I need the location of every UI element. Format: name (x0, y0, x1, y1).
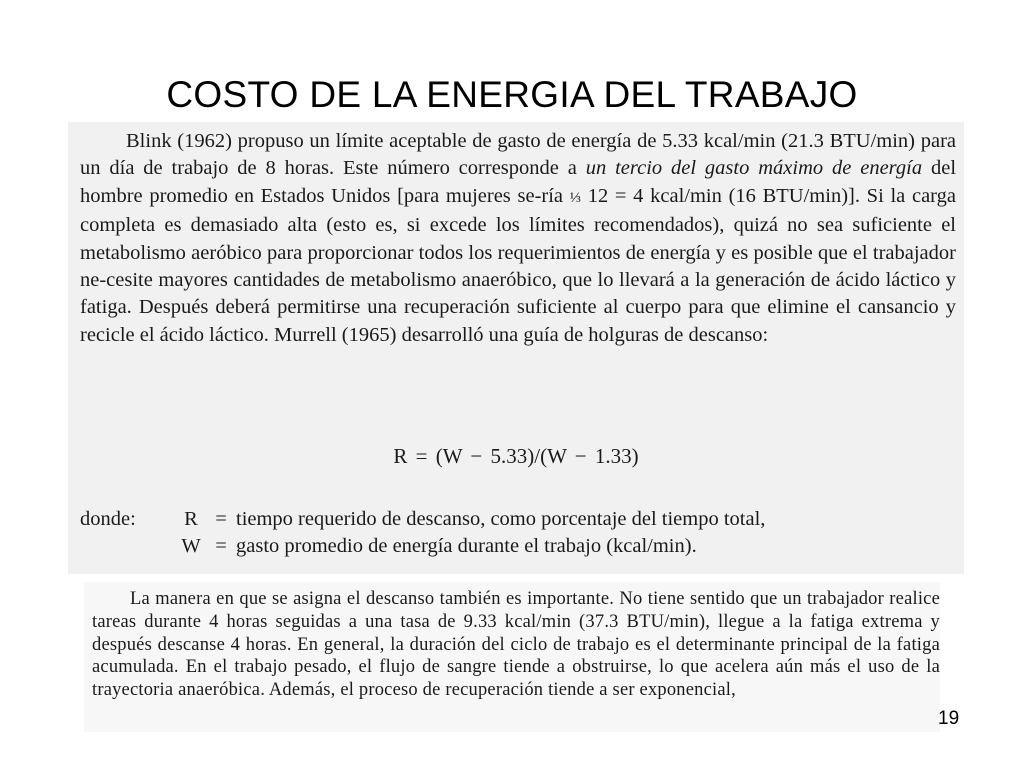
excerpt-paragraph (80, 128, 956, 349)
definition-text: tiempo requerido de descanso, como porcentaje del tiempo total, (236, 508, 766, 530)
page-number: 19 (938, 708, 960, 729)
rest-allowance-formula: R = (W − 5.33)/(W − 1.33) (393, 444, 639, 468)
definition-symbol: W (181, 535, 201, 558)
excerpt-paragraph-2: La manera en que se asigna el descanso también es importante. No tiene sentido que un trabajador realice tareas durante 4 horas seguidas a una tasa de 9.33 kcal/min (37.3 BTU/min), llegue a la fatiga extrema y después descanse 4 horas. En general, la duración del ciclo de trabajo es el determinante principal de la fatiga acumulada. En el trabajo pesado, el flujo de sangre tiende a obstruirse, lo que acelera aún más el uso de la trayectoria anaeróbica. Además, el proceso de recuperación tiende a ser exponencial, (92, 589, 940, 701)
definitions (80, 506, 765, 561)
definition-equals: = (215, 535, 227, 558)
definition-row-w (80, 533, 765, 560)
slide-title: COSTO DE LA ENERGIA DEL TRABAJO (166, 74, 858, 115)
fraction-one-third: ⅓ (569, 189, 581, 206)
paragraph-text-a: Blink (1962) propuso un límite aceptable de gasto de energía de 5.33 kcal/min (21.3 BTU/min) para un día de trabajo de 8 horas. Este número corresponde a (80, 130, 956, 180)
definition-equals: = (215, 508, 227, 530)
scanned-excerpt-1 (68, 122, 964, 574)
paragraph-text-c: 12 = 4 kcal/min (16 BTU/min)]. Si la carga completa es demasiado alta (esto es, si excede los límites recomendados), quizá no sea suficiente el metabolismo aeróbico para proporcionar todos los requerimientos de energía y es posible que el trabajador ne-cesite mayores cantidades de metabolismo anaeróbico, que lo llevará a la generación de ácido láctico y fatiga. Después deberá permitirse una recuperación suficiente al cuerpo para que elimine el cansancio y recicle el ácido láctico. Murrell (1965) desarrolló una guía de holguras de descanso: (80, 184, 956, 346)
where-label: donde: (80, 508, 136, 530)
paragraph-text-b: del hombre promedio en Estados Unidos [para mujeres se-ría (80, 157, 957, 207)
definition-text: gasto promedio de energía durante el trabajo (kcal/min). (236, 535, 697, 558)
scanned-excerpt-2 (84, 582, 940, 732)
definition-symbol: R (184, 508, 198, 530)
definition-row-r (80, 506, 765, 533)
paragraph-italic: un tercio del gasto máximo de energía (585, 157, 923, 180)
